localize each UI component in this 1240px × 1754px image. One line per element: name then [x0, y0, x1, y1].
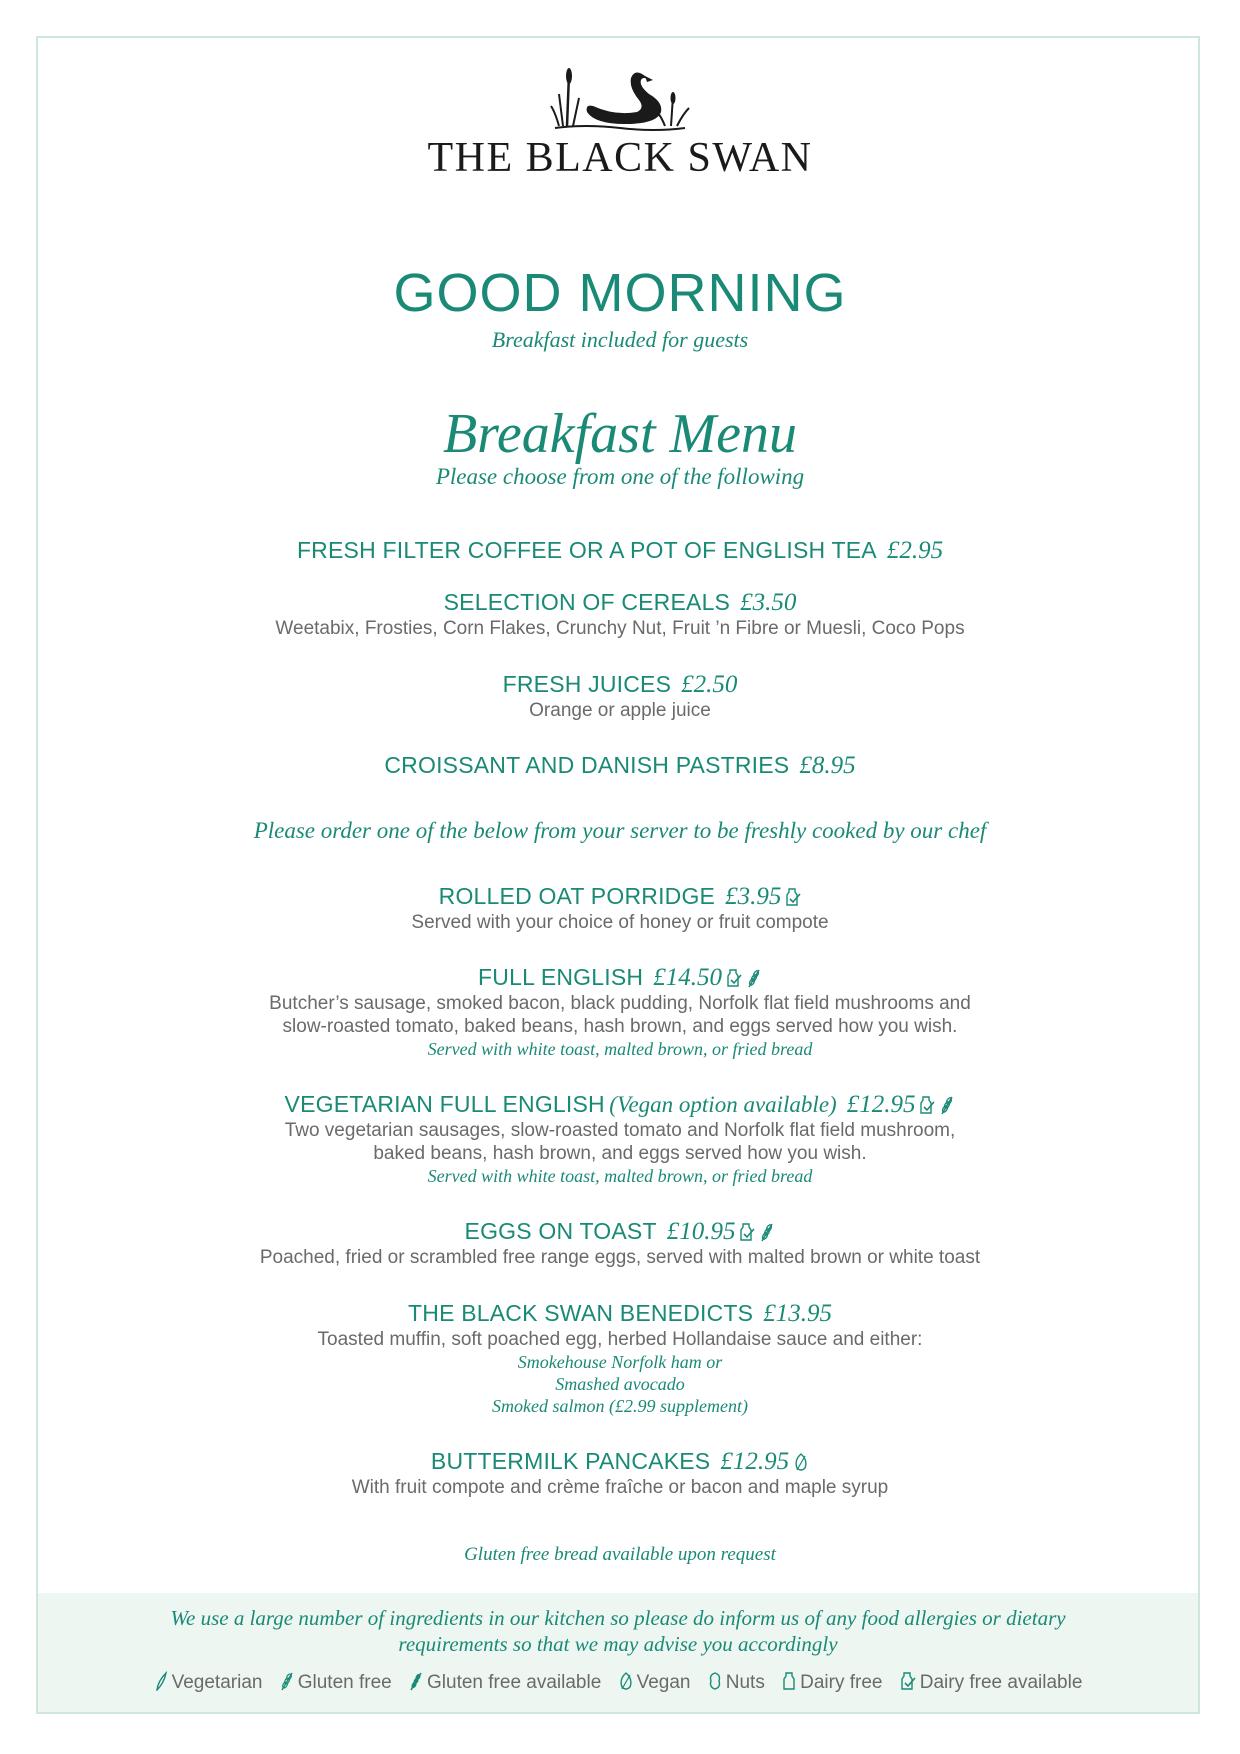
- legend-item: [409, 1672, 601, 1693]
- item-description: slow-roasted tomato, baked beans, hash brown, and eggs served how you wish.: [282, 1016, 958, 1037]
- order-callout: Please order one of the below from your server to be freshly cooked by our chef: [253, 818, 987, 843]
- legend-item: [900, 1672, 1083, 1693]
- item-description: Weetabix, Frosties, Corn Flakes, Crunchy Nut, Fruit ’n Fibre or Muesli, Coco Pops: [275, 618, 965, 639]
- legend-label: Vegetarian: [171, 1672, 263, 1693]
- item-option: (Vegan option available): [609, 1092, 837, 1117]
- dairy-free-available-icon: [785, 887, 801, 907]
- item-price: £10.95: [666, 1218, 736, 1245]
- page-subtitle: Breakfast included for guests: [491, 327, 749, 352]
- item-description: Two vegetarian sausages, slow-roasted tomato and Norfolk flat field mushroom,: [284, 1120, 956, 1141]
- dairy-free-available-icon: [919, 1095, 935, 1115]
- item-price: £3.95: [725, 883, 782, 910]
- item-name: VEGETARIAN FULL ENGLISH: [284, 1091, 605, 1117]
- logo: [0, 66, 1240, 182]
- item-price: £12.95: [720, 1448, 790, 1475]
- item-name: SELECTION OF CEREALS: [443, 589, 731, 615]
- menu-title: Breakfast Menu: [442, 403, 798, 465]
- menu-item: [40, 883, 1200, 934]
- item-name: FULL ENGLISH: [478, 964, 644, 990]
- allergy-notice-line: requirements so that we may advise you accordingly: [398, 1632, 838, 1656]
- item-name: BUTTERMILK PANCAKES: [430, 1448, 711, 1474]
- item-price: £13.95: [763, 1300, 832, 1327]
- menu-item: [40, 1091, 1200, 1187]
- item-option: Smoked salmon (£2.99 supplement): [492, 1396, 748, 1416]
- legend-item: [708, 1672, 765, 1693]
- gluten-free-available-icon: [939, 1095, 955, 1115]
- legend-item: [280, 1672, 392, 1693]
- menu-item: [40, 752, 1200, 780]
- legend-item: [154, 1672, 263, 1693]
- gluten-free-note: Gluten free bread available upon request: [464, 1544, 776, 1565]
- item-name: FRESH JUICES: [502, 671, 672, 697]
- item-name: CROISSANT AND DANISH PASTRIES: [384, 752, 790, 778]
- item-description: With fruit compote and crème fraîche or bacon and maple syrup: [351, 1477, 889, 1498]
- menu-item: [40, 537, 1200, 565]
- gluten-free-available-icon: [409, 1671, 423, 1691]
- item-name: EGGS ON TOAST: [464, 1218, 657, 1244]
- item-option: Smokehouse Norfolk ham or: [517, 1352, 723, 1372]
- legend-item: [782, 1672, 882, 1693]
- item-option: Smashed avocado: [555, 1374, 685, 1394]
- dairy-free-available-icon: [726, 968, 742, 988]
- menu-item: [40, 1218, 1200, 1269]
- item-price: £2.50: [681, 671, 738, 698]
- menu-subtitle: Please choose from one of the following: [435, 464, 805, 489]
- vegan-icon: [793, 1452, 809, 1472]
- item-description: Toasted muffin, soft poached egg, herbed Hollandaise sauce and either:: [317, 1329, 923, 1350]
- item-price: £3.50: [740, 589, 797, 616]
- legend-label: Nuts: [725, 1672, 765, 1693]
- legend-label: Gluten free available: [427, 1672, 602, 1693]
- menu-item: [40, 671, 1200, 722]
- gluten-free-available-icon: [746, 968, 762, 988]
- legend-label: Gluten free: [297, 1672, 392, 1693]
- legend-label: Vegan: [636, 1672, 691, 1693]
- item-description: Poached, fried or scrambled free range eggs, served with malted brown or white toast: [259, 1247, 981, 1268]
- dairy-free-available-icon: [900, 1671, 916, 1691]
- legend-label: Dairy free: [800, 1672, 883, 1693]
- allergy-footer: [38, 1593, 1198, 1712]
- item-name: ROLLED OAT PORRIDGE: [438, 883, 716, 909]
- item-description: Served with your choice of honey or fruit compote: [411, 912, 829, 933]
- menu-item: [40, 1448, 1200, 1499]
- item-description: Butcher’s sausage, smoked bacon, black pudding, Norfolk flat field mushrooms and: [269, 993, 971, 1014]
- swan-icon: [545, 66, 695, 132]
- dairy-free-available-icon: [739, 1222, 755, 1242]
- gluten-free-icon: [280, 1671, 294, 1691]
- page-title: GOOD MORNING: [393, 263, 847, 323]
- nuts-icon: [708, 1671, 722, 1691]
- item-price: £2.95: [886, 537, 944, 564]
- item-description: baked beans, hash brown, and eggs served how you wish.: [373, 1143, 867, 1164]
- legend-label: Dairy free available: [919, 1672, 1083, 1693]
- gluten-free-available-icon: [759, 1222, 775, 1242]
- item-description: Orange or apple juice: [529, 700, 711, 721]
- legend-item: [619, 1672, 691, 1693]
- item-name: FRESH FILTER COFFEE OR A POT OF ENGLISH TEA: [296, 537, 877, 563]
- vegan-icon: [619, 1671, 633, 1691]
- vegetarian-icon: [154, 1671, 168, 1691]
- brand-name: THE BLACK SWAN: [427, 135, 813, 181]
- menu-item: [40, 964, 1200, 1060]
- item-note: Served with white toast, malted brown, or fried bread: [427, 1039, 813, 1059]
- item-name: THE BLACK SWAN BENEDICTS: [408, 1300, 754, 1326]
- allergy-notice: [38, 1605, 1198, 1657]
- item-price: £8.95: [799, 752, 856, 779]
- menu-item: [40, 1300, 1200, 1417]
- item-price: £14.50: [653, 964, 722, 991]
- menu-item: [40, 589, 1200, 640]
- dairy-free-icon: [782, 1671, 796, 1691]
- allergy-notice-line: We use a large number of ingredients in our kitchen so please do inform us of any food allergies or dietary: [170, 1606, 1066, 1630]
- item-price: £12.95: [846, 1091, 916, 1118]
- dietary-legend: [38, 1671, 1198, 1694]
- item-note: Served with white toast, malted brown, or fried bread: [427, 1166, 813, 1186]
